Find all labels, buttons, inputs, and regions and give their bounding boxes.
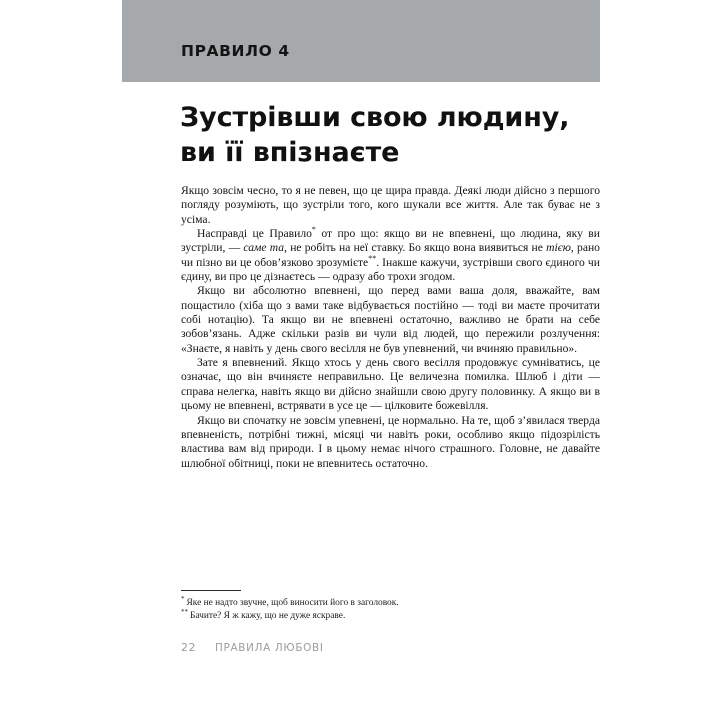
paragraph-2-text-c: , не робіть на неї ставку. Бо якщо вона виявиться не — [284, 241, 547, 255]
book-title: ПРАВИЛА ЛЮБОВІ — [215, 642, 324, 654]
paragraph-4 — [181, 356, 600, 413]
chapter-banner — [122, 0, 600, 82]
paragraph-3-text: Якщо ви абсолютно впевнені, що перед вами ваша доля, вважайте, вам пощастило (хіба що з вами таке відбувається постійно — тоді ви маєте прочитати собі нотацію). Та якщо ви не впевнені остаточно, важливо не брати на себе зобов’язань. Адже скільки разів ви чули від людей, що пережили розлучення: «Знаєте, я навіть у день свого весілля не був упевнений, чи вчиняю правильно». — [181, 284, 600, 355]
paragraph-2-text-b: от про що: якщо ви не впевнені, що людина, яку ви зустріли, — — [181, 227, 600, 255]
paragraph-2-text-e: . Інакше кажучи, зустрівши свого єдиного чи єдину, ви про це дізнаєтесь — одразу або трохи згодом. — [181, 255, 600, 284]
running-footer — [181, 641, 324, 654]
chapter-label: ПРАВИЛО 4 — [181, 42, 290, 60]
paragraph-2-text-a: Насправді це Правило — [197, 227, 312, 241]
body-text — [181, 184, 600, 471]
paragraph-1-text: Якщо зовсім чесно, то я не певен, що це щира правда. Деякі люди дійсно з першого погляду розуміють, що зустріли того, кого шукали все життя. Але так буває не з усіма. — [181, 184, 600, 226]
paragraph-2-italic-1: саме та — [243, 241, 285, 255]
footnote-separator — [181, 590, 241, 591]
paragraph-5-text: Якщо ви спочатку не зовсім упевнені, це нормально. На те, щоб з’явилася тверда впевненість, потрібні тижні, місяці чи навіть роки, особливо якщо підозрілість властива вам від природи. І в цьому немає нічого страшного. Головне, не давайте шлюбної обітниці, поки не впевнитесь остаточно. — [181, 413, 600, 470]
footnotes-block — [181, 590, 600, 623]
footnote-text-1: Яке не надто звучне, щоб виносити його в заголовок. — [186, 598, 399, 608]
footnote-item-1 — [181, 594, 600, 610]
footnote-item-2 — [181, 607, 600, 623]
footnote-marker-2: ** — [181, 607, 188, 616]
footnote-marker-1: * — [181, 594, 185, 603]
paragraph-3 — [181, 284, 600, 356]
paragraph-5 — [181, 414, 600, 471]
page-title-line-2: ви її впізнаєте — [180, 137, 400, 169]
footnote-ref-2: ** — [368, 253, 377, 263]
paragraph-2 — [181, 227, 600, 284]
page-title — [180, 100, 610, 170]
footnote-ref-1: * — [311, 225, 316, 235]
paragraph-1 — [181, 184, 600, 227]
footnote-text-2: Бачите? Я ж кажу, що не дуже яскраве. — [190, 611, 346, 621]
paragraph-2-italic-2: тією — [546, 241, 571, 255]
page-number: 22 — [181, 641, 196, 654]
paragraph-2-text-d: , рано чи пізно ви це обов’язково зрозумієте — [181, 241, 600, 269]
page-title-line-1: Зустрівши свою людину, — [180, 102, 570, 133]
paragraph-4-text: Зате я впевнений. Якщо хтось у день свого весілля продовжує сумніватись, це означає, що він вчиняєте неправильно. Це величезна помилка. Шлюб і діти — справа нелегка, навіть якщо ви дійсно знайшли свою другу половинку. А якщо ви в цьому не впевнені, встрявати в усе це — цілковите божевілля. — [181, 356, 600, 413]
